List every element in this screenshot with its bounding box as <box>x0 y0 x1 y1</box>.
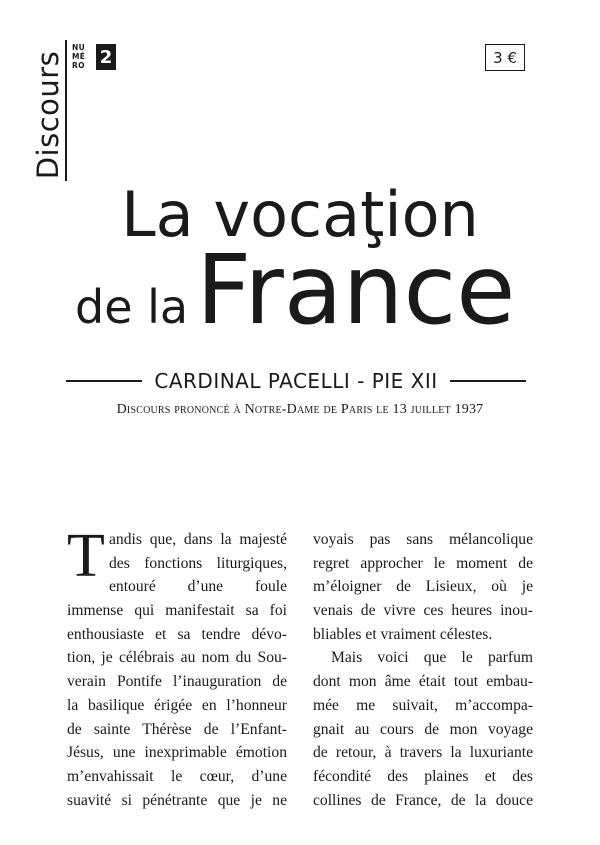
author-rule-right <box>450 380 526 382</box>
series-label: Discours <box>31 50 65 179</box>
text-line: voyais pas sans mélancolique <box>313 531 533 548</box>
text-line: la basilique érigée en l’honneur <box>67 696 287 714</box>
price-badge: 3 € <box>485 44 525 71</box>
author-name: CARDINAL PACELLI - PIE XII <box>154 369 438 393</box>
text-line: Jésus, une inexprimable émotion <box>67 744 287 762</box>
text-line: fécondité des plaines et des <box>313 767 533 785</box>
text-line: m’envahissait le cœur, d’une <box>67 767 287 785</box>
text-line: immense qui manifestait sa foi <box>67 602 287 620</box>
text-line: gnait au cours de mon voyage <box>313 720 533 738</box>
numero-line: MÉ <box>72 52 86 61</box>
text-line: de sainte Thérèse de l’Enfant- <box>67 720 287 738</box>
text-line: mée me suivait, m’accompa- <box>313 696 533 714</box>
series-divider <box>65 40 67 181</box>
numero-label <box>72 43 94 70</box>
title-line-2 <box>75 234 535 346</box>
title-line-1: La vocaţion <box>121 178 479 251</box>
dropcap: T <box>67 522 105 590</box>
column-left <box>67 522 287 809</box>
title-line-2-small: de la <box>75 280 189 334</box>
author-rule-left <box>66 380 142 382</box>
title-line-2-big: France <box>196 234 516 346</box>
text-line: venais de vivre ces heures inou- <box>313 602 533 620</box>
text-line: enthousiaste et sa tendre dévo- <box>67 625 287 643</box>
column-right <box>313 528 533 809</box>
text-line: tion, je célébrais au nom du Sou- <box>67 649 287 667</box>
text-line: bliables et vraiment célestes. <box>313 625 493 643</box>
text-line: dont mon âme était tout embau- <box>313 673 533 691</box>
text-line: des fonctions liturgiques, <box>109 554 287 572</box>
text-line: entouré d’une foule <box>109 578 287 596</box>
text-line: m’éloigner de Lisieux, où je <box>313 578 533 596</box>
numero-line: RO <box>72 61 85 70</box>
text-line: de retour, à travers la luxuriante <box>313 744 533 762</box>
text-line: suavité si pénétrante que je ne <box>67 791 287 809</box>
text-line: andis que, dans la majesté <box>109 531 287 548</box>
dropcap-paragraph <box>67 522 287 812</box>
text-line: regret approcher le moment de <box>313 554 533 572</box>
text-line: collines de France, de la douce <box>313 791 533 809</box>
series-name <box>28 42 68 187</box>
author-row <box>66 366 526 396</box>
body-columns <box>67 522 533 809</box>
subtitle: Discours prononcé à Notre-Dame de Paris le 13 juillet 1937 <box>116 402 484 417</box>
text-line: verain Pontife l’inauguration de <box>67 673 287 691</box>
issue-number: 2 <box>96 44 116 70</box>
numero-line: NU <box>72 43 85 52</box>
text-line: Mais voici que le parfum <box>331 649 533 667</box>
